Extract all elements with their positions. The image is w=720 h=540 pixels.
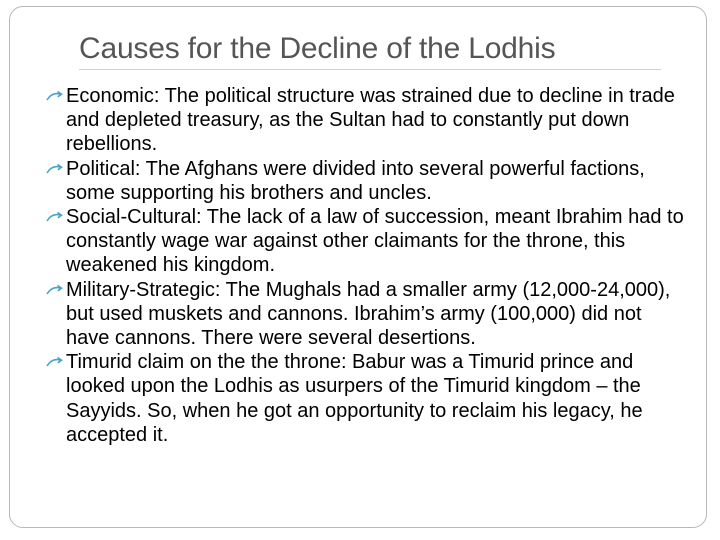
bullet-item-economic: [46, 84, 686, 157]
title-area: [79, 31, 661, 71]
title-underline: [79, 69, 661, 70]
curved-arrow-icon: [46, 163, 64, 175]
bullet-text: Timurid claim on the the throne: Babur was a Timurid prince and looked upon the Lodhis as usurpers of the Timurid kingdom – the Sayyids. So, when he got an opportunity to reclaim his legacy, he accepted it.: [66, 351, 643, 446]
bullet-item-political: [46, 157, 686, 205]
bullet-text: Political: The Afghans were divided into several powerful factions, some supporting his brothers and uncles.: [66, 157, 645, 204]
slide-content: [46, 84, 686, 447]
bullet-item-timurid-claim: [46, 350, 686, 447]
bullet-list: [46, 84, 686, 447]
curved-arrow-icon: [46, 90, 64, 102]
curved-arrow-icon: [46, 211, 64, 223]
bullet-text: Military-Strategic: The Mughals had a smaller army (12,000-24,000), but used muskets and cannons. Ibrahim’s army (100,000) did not have cannons. There were several desertions.: [66, 278, 671, 350]
curved-arrow-icon: [46, 284, 64, 296]
curved-arrow-icon: [46, 356, 64, 368]
bullet-item-military-strategic: [46, 278, 686, 351]
bullet-item-social-cultural: [46, 205, 686, 278]
bullet-text: Social-Cultural: The lack of a law of succession, meant Ibrahim had to constantly wage war against other claimants for the throne, this weakened his kingdom.: [66, 206, 684, 277]
bullet-text: Economic: The political structure was strained due to decline in trade and depleted treasury, as the Sultan had to constantly put down rebellions.: [66, 85, 675, 156]
slide-title: Causes for the Decline of the Lodhis: [79, 32, 556, 65]
